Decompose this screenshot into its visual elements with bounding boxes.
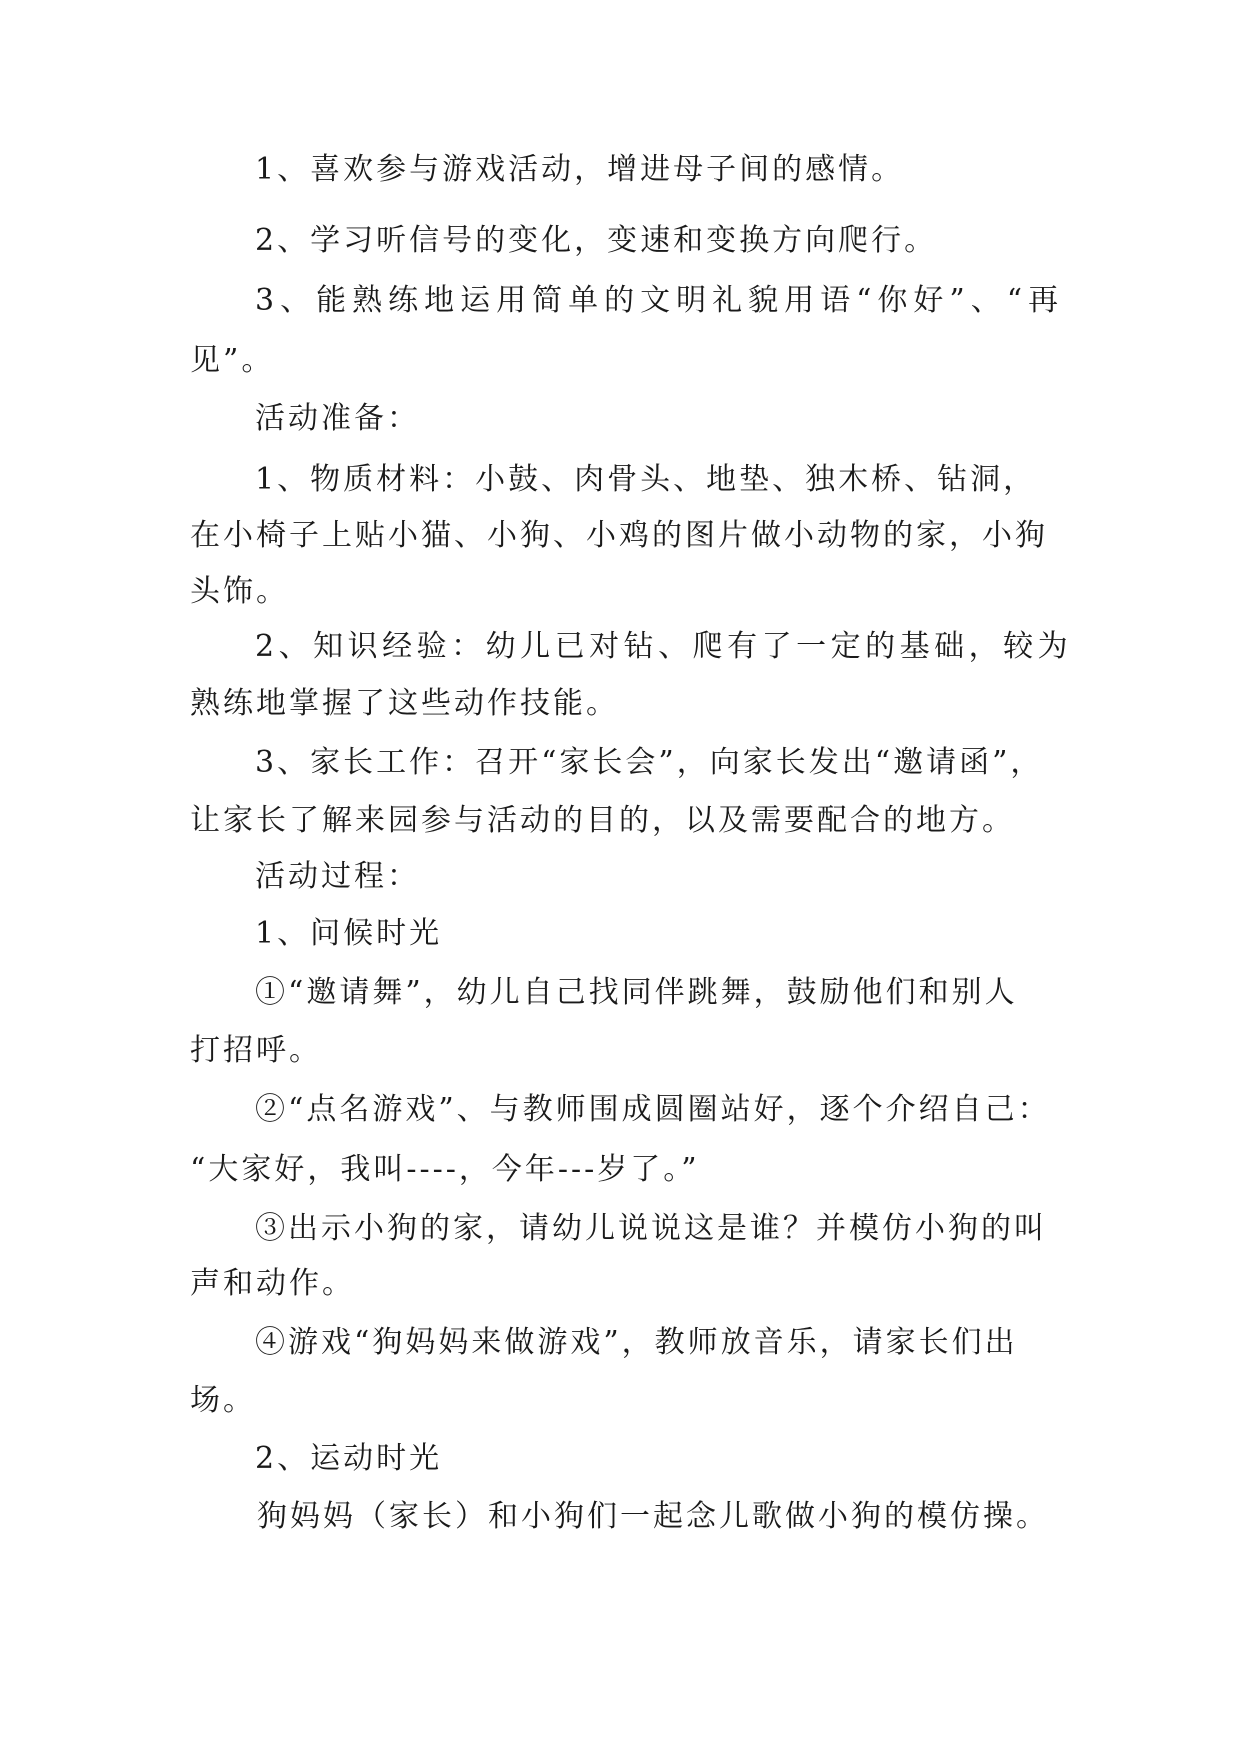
process-step-1-heading: 1、问候时光 (255, 916, 443, 951)
preparation-line-1: 1、物质材料：小鼓、肉骨头、地垫、独木桥、钻洞， (255, 462, 1037, 497)
preparation-line-1-end: 头饰。 (190, 574, 289, 609)
preparation-line-2: 2、知识经验：幼儿已对钻、爬有了一定的基础，较为 (255, 629, 1073, 664)
process-item-4-continued: 场。 (190, 1383, 256, 1418)
process-item-2: ②“点名游戏”、与教师围成圆圈站好，逐个介绍自己： (255, 1092, 1051, 1127)
goal-line-2: 2、学习听信号的变化，变速和变换方向爬行。 (255, 223, 938, 258)
process-item-3: ③出示小狗的家，请幼儿说说这是谁？并模仿小狗的叫 (255, 1211, 1047, 1246)
preparation-line-3: 3、家长工作：召开“家长会”，向家长发出“邀请函”， (255, 745, 1044, 780)
process-item-1: ①“邀请舞”，幼儿自己找同伴跳舞，鼓励他们和别人 (255, 975, 1018, 1010)
process-step-2-text: 狗妈妈（家长）和小狗们一起念儿歌做小狗的模仿操。 (257, 1499, 1049, 1534)
preparation-line-2-continued: 熟练地掌握了这些动作技能。 (190, 686, 619, 721)
preparation-line-3-continued: 让家长了解来园参与活动的目的，以及需要配合的地方。 (190, 803, 1015, 838)
process-item-3-continued: 声和动作。 (190, 1266, 355, 1301)
section-heading-preparation: 活动准备： (255, 401, 420, 436)
goal-line-1: 1、喜欢参与游戏活动，增进母子间的感情。 (255, 152, 905, 187)
process-step-2-heading: 2、运动时光 (255, 1441, 443, 1476)
process-item-4: ④游戏“狗妈妈来做游戏”，教师放音乐，请家长们出 (255, 1325, 1018, 1360)
process-item-2-continued: “大家好，我叫----，今年---岁了。” (190, 1152, 700, 1187)
goal-line-3-continued: 见”。 (190, 343, 275, 378)
process-item-1-continued: 打招呼。 (190, 1033, 322, 1068)
goal-line-3: 3、能熟练地运用简单的文明礼貌用语“你好”、“再 (255, 283, 1065, 318)
section-heading-process: 活动过程： (255, 859, 420, 894)
preparation-line-1-continued: 在小椅子上贴小猫、小狗、小鸡的图片做小动物的家，小狗 (190, 518, 1048, 553)
